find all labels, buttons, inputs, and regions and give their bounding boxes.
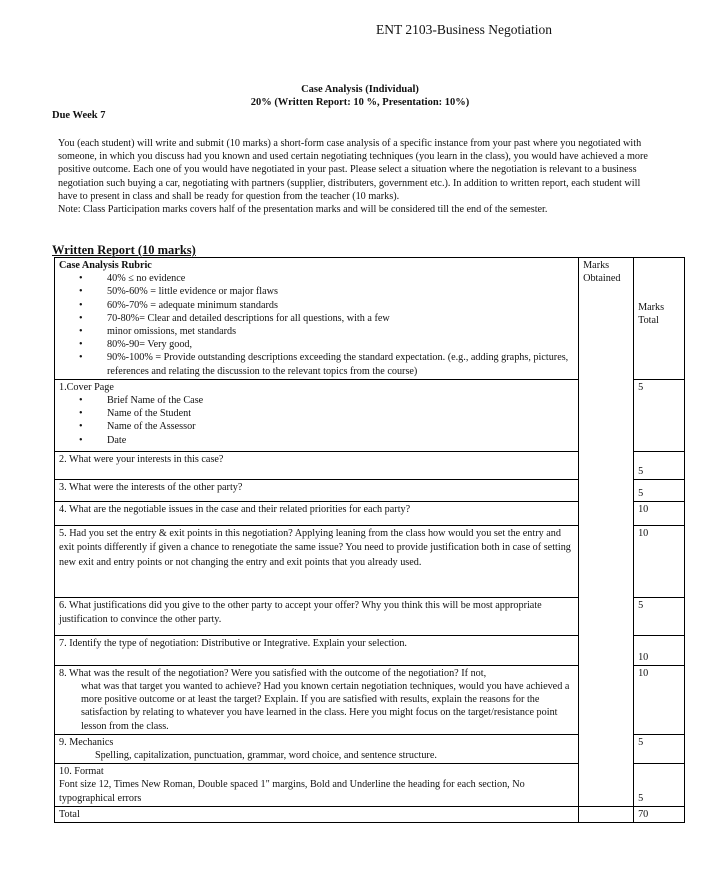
question-text: 6. What justifications did you give to the other party to accept your offer? Why you think this will be most appropriate justification to convince the other party.	[55, 597, 579, 635]
mechanics-cell	[55, 734, 579, 763]
marks-value: 5	[634, 764, 685, 807]
marks-value: 5	[634, 479, 685, 501]
marks-value: 10	[634, 501, 685, 525]
format-text: Font size 12, Times New Roman, Double spaced 1" margins, Bold and Underline the heading for each section, No typographical errors	[59, 779, 525, 804]
list-item: • 80%-90= Very good,	[79, 338, 574, 351]
question-text: 2. What were your interests in this case?	[55, 451, 579, 479]
cover-page-cell	[55, 379, 579, 451]
rubric-table	[54, 257, 685, 823]
assignment-title: Case Analysis (Individual)	[301, 84, 419, 95]
marks-value: 5	[634, 597, 685, 635]
course-header: ENT 2103-Business Negotiation	[376, 22, 552, 37]
list-item: • 50%-60% = little evidence or major flaws	[79, 285, 574, 298]
list-item: • Brief Name of the Case	[79, 394, 574, 407]
list-item: • 40% ≤ no evidence	[79, 272, 574, 285]
question-text: 7. Identify the type of negotiation: Distributive or Integrative. Explain your selection.	[55, 635, 579, 665]
question-8-cell	[55, 665, 579, 734]
mechanics-title: 9. Mechanics	[59, 736, 114, 748]
instructions	[58, 137, 658, 216]
assignment-weighting: 20% (Written Report: 10 %, Presentation: 10%)	[250, 97, 470, 108]
marks-total-label: Marks Total	[638, 302, 665, 327]
rubric-title: Case Analysis Rubric	[59, 260, 152, 271]
format-title: 10. Format	[59, 766, 104, 778]
total-row	[55, 806, 685, 822]
mechanics-text: Spelling, capitalization, punctuation, grammar, word choice, and sentence structure.	[95, 750, 437, 762]
marks-obtained-header: Marks Obtained	[583, 260, 621, 285]
instructions-paragraph: You (each student) will write and submit (10 marks) a short-form case analysis of a specific instance from your past where you negotiated with someone, in which you discuss had you known and used certain negotiating techniques (you learn in the class), you would have achieved a more positive outcome. Each one of you would have negotiated in your past. Please select a situation where the negotiation is relevant to a business negotiation such buying a car, negotiating with partners (supplier, distributers, government etc.). In addition to written report, each student will have to present in class and shall be ready for question from the teacher (10 marks).	[58, 138, 648, 202]
rubric-header-row	[55, 258, 685, 380]
total-marks: 70	[634, 806, 685, 822]
list-item: • 70-80%= Clear and detailed descriptions for all questions, with a few	[79, 312, 574, 325]
marks-obtained-column	[579, 258, 634, 807]
total-obtained-cell	[579, 806, 634, 822]
list-item: • 90%-100% = Provide outstanding descriptions exceeding the standard expectation. (e.g., adding graphs, pictures, references and relating the discussion to the relevant topics from the course)	[79, 351, 574, 377]
due-date: Due Week 7	[52, 110, 106, 121]
list-item: • Date	[79, 434, 574, 447]
list-item: • minor omissions, met standards	[79, 325, 574, 338]
marks-value: 5	[634, 451, 685, 479]
marks-total-header	[634, 258, 685, 380]
cover-page-list	[59, 394, 574, 447]
marks-value: 10	[634, 665, 685, 734]
question-text: 8. What was the result of the negotiation? Were you satisfied with the outcome of the negotiation? If not,	[59, 667, 487, 679]
marks-value: 10	[634, 525, 685, 597]
list-item: • Name of the Student	[79, 407, 574, 420]
instructions-note: Note: Class Participation marks covers half of the presentation marks and will be considered till the end of the semester.	[58, 204, 548, 216]
question-text-continued: what was that target you wanted to achieve? Had you known certain negotiation techniques, would you have achieved a more positive outcome or at least the target? Explain. If you are satisfied with results, explain the reasons for the satisfaction by relating to whatever you have learned in the class. Here you might focus on the target/resistance point lesson from the class.	[81, 681, 570, 732]
rubric-levels-cell	[55, 258, 579, 380]
written-report-heading: Written Report (10 marks)	[52, 243, 196, 257]
marks-value: 5	[634, 734, 685, 763]
format-cell	[55, 764, 579, 807]
list-item: • Name of the Assessor	[79, 420, 574, 433]
list-item: • 60%-70% = adequate minimum standards	[79, 299, 574, 312]
total-label: Total	[55, 806, 579, 822]
cover-page-title: 1.Cover Page	[59, 381, 114, 393]
question-text: 5. Had you set the entry & exit points in this negotiation? Applying leaning from the class how would you set the entry and exit points differently if given a chance to renegotiate the same issue? You need to provide justification both in case of setting new exit and entry points or not changing the entry and exit points that you already used.	[55, 525, 579, 597]
question-text: 3. What were the interests of the other party?	[55, 479, 579, 501]
question-text: 4. What are the negotiable issues in the case and their related priorities for each party?	[55, 501, 579, 525]
marks-value: 10	[634, 635, 685, 665]
rubric-levels-list	[59, 272, 574, 378]
marks-value: 5	[634, 379, 685, 451]
